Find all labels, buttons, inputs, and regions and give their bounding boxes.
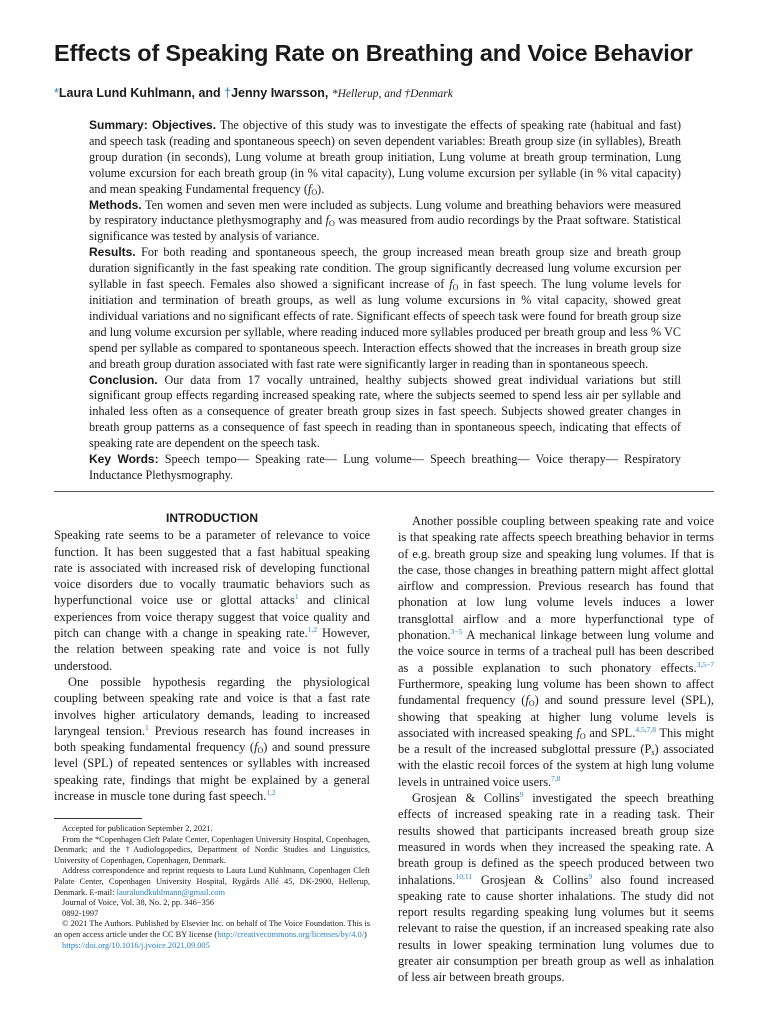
doi-link[interactable]: https://doi.org/10.1016/j.jvoice.2021.09.005 (62, 940, 210, 950)
intro-paragraph-2: One possible hypothesis regarding the physiological coupling between speaking rate and voice is that a fast rate involves higher articulatory demands, leading to increased laryngeal tension.$^1$ Previous research has found increases in both speaking fundamental frequency $(f_O)$ and sound pressure level (SPL) of repeated sentences or syllables with increased speaking rate, findings that might be explained by a general increase in muscle tone during fast speech.$^{1,2}$ (54, 674, 370, 804)
abstract (89, 118, 681, 484)
abstract-keywords: Key Words: Speech tempo— Speaking rate— Lung volume— Speech breathing— Voice therapy— Respiratory Inductance Plethysmography. (89, 452, 681, 482)
abstract-summary: Summary: Objectives. The objective of this study was to investigate the effects of speaking rate (habitual and fast) and speech task (reading and spontaneous speech) on seven dependent variables: Breath group size (in syllables), Breath group duration (in seconds), Lung volume at breath group initiation, Lung volume at breath group termination, Lung volume excursion for each breath group (in % vital capacity), Lung volume excursion per syllable (in % vital capacity) and mean speaking Fundamental frequency $(f_O)$. (89, 118, 682, 197)
methods-label: Methods. (89, 197, 142, 212)
section-divider (54, 491, 714, 492)
citation-link[interactable]: 9 (588, 871, 593, 881)
footnote-copyright: © 2021 The Authors. Published by Elsevier Inc. on behalf of The Voice Foundation. This is an open access article under the CC BY license (http://creativecommons.org/licenses/by/4.0/) (54, 919, 370, 939)
footnote-affiliations: From the *Copenhagen Cleft Palate Center, Copenhagen University Hospital, Copenhagen, Denmark; and the †Audiologopedics, Department of Nordic Studies and Linguistics, University of Copenhagen, Copenhagen, Denmark. (54, 834, 370, 865)
citation-link[interactable]: 10,11 (455, 871, 473, 881)
section-heading-introduction: INTRODUCTION (166, 511, 258, 525)
right-paragraph-1: Another possible coupling between speaking rate and voice is that speaking rate affects speech breathing behavior in terms of e.g. breath group size and speaking lung volumes. If that is the case, those changes in breathing pattern might affect glottal airflow and compression. Previous research has found that phonation at low lung volume levels induces a lower transglottal airflow and a more hyperfunctional type of phonation.$^{3-5}$ A mechanical linkage between lung volume and the voice source in terms of a tracheal pull has been described as a possible explanation to such phonatory effects.$^{3,5-7}$ Furthermore, speaking lung volume has been shown to affect fundamental frequency $(f_O)$ and sound pressure level (SPL), showing that speaking at higher lung volume levels is associated with increased speaking $f_O$ and SPL.$^{4,5,7,8}$ This might be a result of the increased subglottal pressure $(P_s)$ associated with the elastic recoil forces of the system at high lung volume levels in untrained voice users.$^{7,8}$ (398, 514, 714, 789)
conclusion-label: Conclusion. (89, 372, 158, 387)
left-column (54, 510, 370, 804)
keywords-label: Key Words: (89, 452, 159, 467)
footnote-doi (54, 941, 370, 952)
results-label: Results. (89, 245, 136, 260)
author-name-2: Jenny Iwarsson, (231, 86, 332, 100)
footnote-journal: Journal of Voice, Vol. 38, No. 2, pp. 346−356 (62, 898, 215, 908)
author-line (54, 86, 734, 100)
abstract-results: Results. For both reading and spontaneous speech, the group increased mean breath group size and breath group duration significantly in the fast speaking rate condition. The group significantly decreased lung volume excursion per syllable in fast speech. Females also showed a significant increase of $f_O$ in fast speech. The lung volume levels for initiation and termination of breath groups, as well as lung volume excursions in % vital capacity, showed great individual variations and no significant effects of rate. Significant effects of speech task were found for breath group size and lung volume excursion per syllable, where reading induced more syllables produced per breath group and less % VC spend per syllable as compared to spontaneous speech. Interaction effects showed that the increases in breath group size and breath group duration associated with fast rate were significantly larger in reading than in spontaneous speech. (89, 245, 681, 371)
author-affiliation: *Hellerup, and †Denmark (331, 88, 453, 100)
footnote (54, 824, 370, 951)
citation-link[interactable]: 7,8 (551, 773, 561, 783)
article-title: Effects of Speaking Rate on Breathing and Voice Behavior (54, 40, 693, 66)
abstract-methods: Methods. Ten women and seven men were included as subjects. Lung volume and breathing behaviors were measured by respiratory inductance plethysmography and $f_O$ was measured from audio recordings by the Praat software. Statistical significance was tested by analysis of variance. (89, 197, 681, 244)
author-marker-2: † (224, 86, 232, 100)
citation-link[interactable]: 1 (145, 722, 149, 732)
citation-link[interactable]: 1 (294, 592, 299, 602)
author-marker-1: * (54, 86, 59, 100)
right-paragraph-2: Grosjean & Collins$^9$ investigated the speech breathing effects of increased speaking rate in a reading task. Their results showed that participants increased breath group size measured in words when they increased the speaking rate. A breath group is defined as the speech produced between two inhalations.$^{10,11}$ Grosjean & Collins$^9$ also found increased speaking rate to cause shorter inhalations. The study did not report results regarding speaking lung volumes but it seems relevant to raise the question, if an increased speaking rate also results in lower speaking termination lung volumes due to greater air consumption per breath group as well as inhalation of less air between breath groups. (398, 790, 715, 985)
citation-link[interactable]: 1,2 (307, 625, 318, 635)
citation-link[interactable]: 9 (519, 790, 524, 800)
abstract-conclusion: Conclusion. Our data from 17 vocally untrained, healthy subjects showed great individual variations but still significant group effects regarding increased speaking rate, where the subjects seemed to spend less air per syllable and inhaled less often as a consequence of greater breath group sizes in fast speech. Subjects showed greater changes in breath group patterns as a consequence of fast speech in reading than in spontaneous speech, indicating that effects of speaking rate are dependent on the speech task. (89, 372, 681, 451)
citation-link[interactable]: 3,5−7 (696, 659, 714, 669)
intro-paragraph-1: Speaking rate seems to be a parameter of relevance to voice function. It has been suggested that a fast habitual speaking rate is associated with increased risk of developing functional voice disorders due to vocally traumatic behaviors such as hyperfunctional voice use or glottal attacks$^1$ and clinical experiences from voice therapy suggest that voice quality and pitch can change with a change in speaking rate.$^{1,2}$ However, the relation between speaking rate and voice is not fully understood. (54, 528, 370, 673)
citation-link[interactable]: 4,5,7,8 (635, 724, 656, 734)
citation-link[interactable]: 1,2 (266, 788, 276, 798)
summary-label: Summary: Objectives. (89, 118, 217, 132)
footnote-divider (54, 818, 142, 819)
author-name-1: Laura Lund Kuhlmann, and (58, 86, 225, 100)
license-link[interactable]: http://creativecommons.org/licenses/by/4.0/ (217, 929, 365, 939)
citation-link[interactable]: 3−5 (450, 627, 463, 637)
right-column (398, 513, 714, 986)
email-link[interactable]: lauralundkuhlmann@gmail.com (116, 887, 225, 897)
footnote-issn: 0892-1997 (62, 908, 99, 918)
footnote-address: Address correspondence and reprint requests to Laura Lund Kuhlmann, Copenhagen Cleft Palate Center, Copenhagen University Hospital, Rygårds Allé 45, DK-2900, Hellerup, Denmark. E-mail: lauralundkuhlmann@gmail.com (54, 866, 370, 897)
footnote-accepted: Accepted for publication September 2, 2021. (62, 824, 213, 833)
